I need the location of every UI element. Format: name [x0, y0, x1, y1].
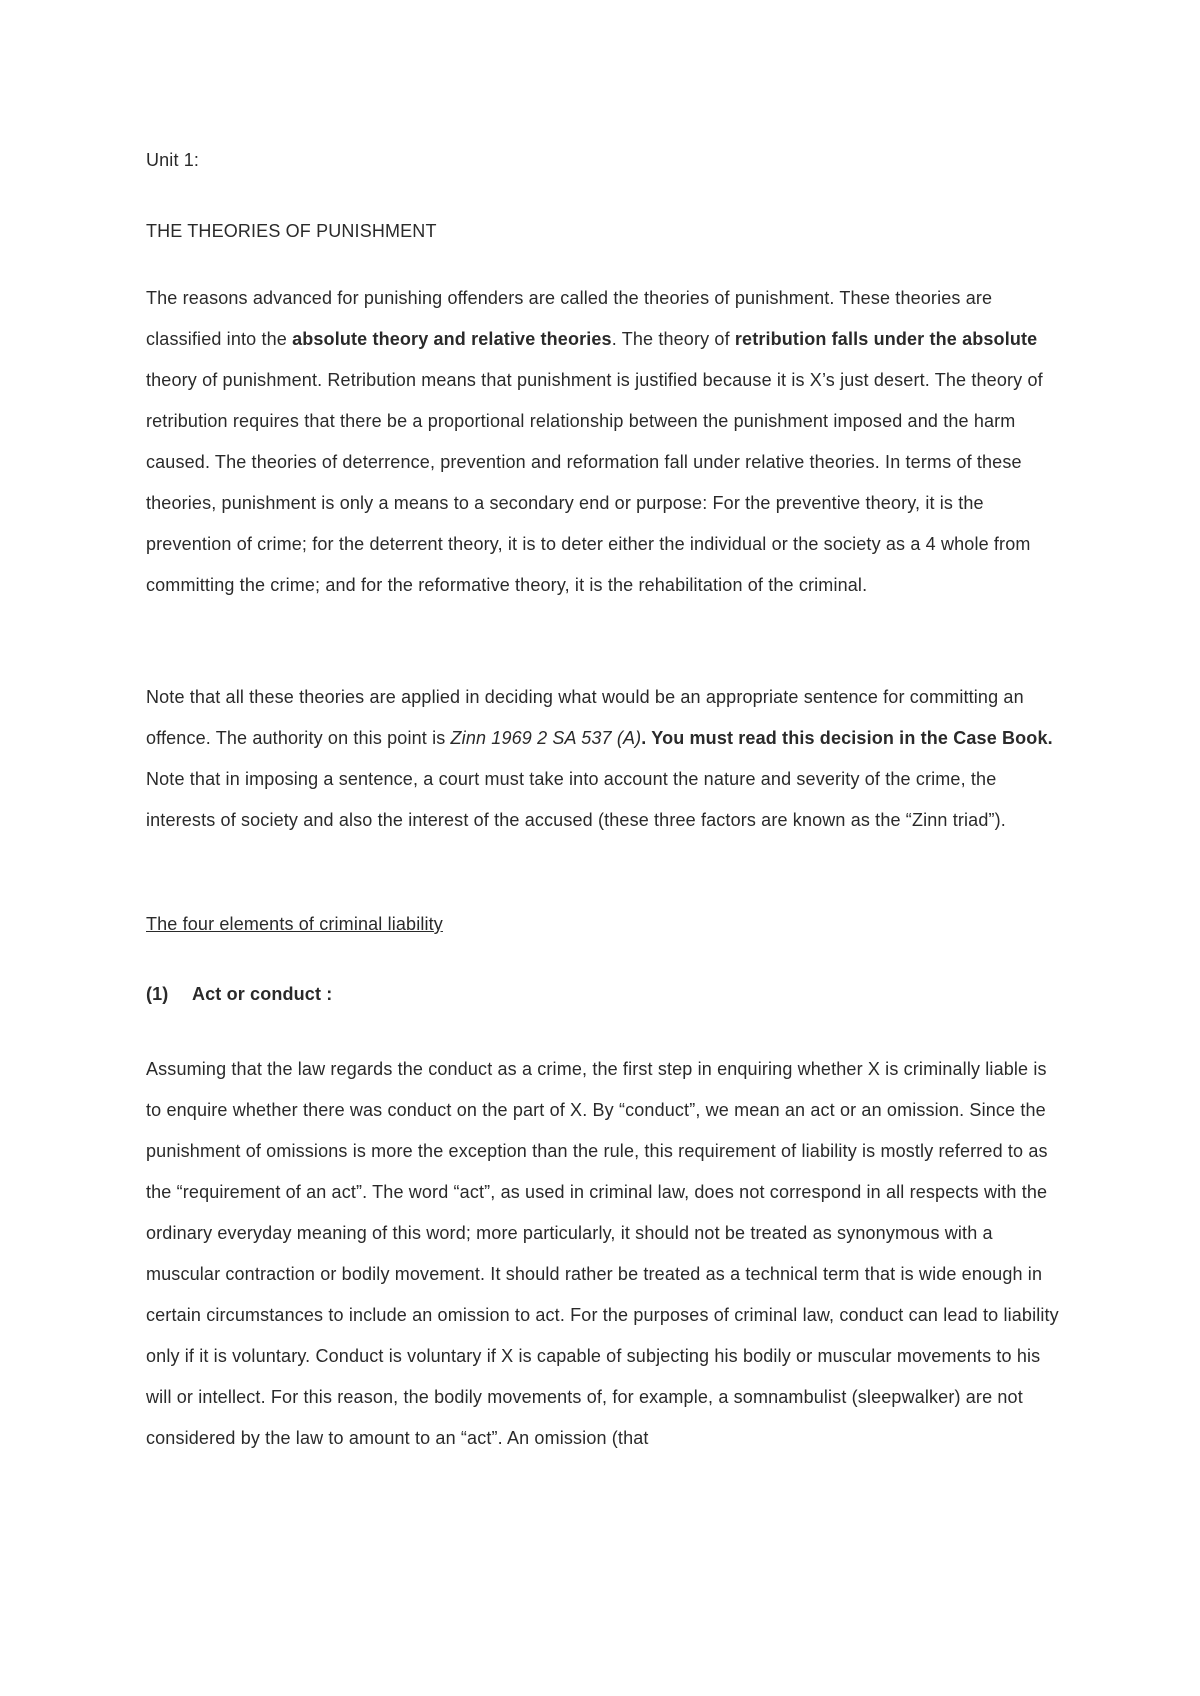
subheading	[146, 982, 1066, 1006]
p2-bold-1: . You must read this decision in the Case Book.	[641, 728, 1053, 748]
section-heading: The four elements of criminal liability	[146, 914, 443, 934]
subheading-number: (1)	[146, 984, 169, 1004]
paragraph-zinn	[146, 677, 1066, 841]
paragraph-act-or-conduct: Assuming that the law regards the conduct as a crime, the first step in enquiring whether X is criminally liable is to enquire whether there was conduct on the part of X. By “conduct”, we mean an act or an omission. Since the punishment of omissions is more the exception than the rule, this requirement of liability is mostly referred to as the “requirement of an act”. The word “act”, as used in criminal law, does not correspond in all respects with the ordinary everyday meaning of this word; more particularly, it should not be treated as synonymous with a muscular contraction or bodily movement. It should rather be treated as a technical term that is wide enough in certain circumstances to include an omission to act. For the purposes of criminal law, conduct can lead to liability only if it is voluntary. Conduct is voluntary if X is capable of subjecting his bodily or muscular movements to his will or intellect. For this reason, the bodily movements of, for example, a somnambulist (sleepwalker) are not considered by the law to amount to an “act”. An omission (that	[146, 1059, 1059, 1448]
p2-text-1: Note that all these theories are applied in deciding what would be an appropriate sentence for committing an offence. The authority on this point is	[146, 687, 1024, 748]
p1-bold-2: retribution falls under the absolute	[734, 329, 1038, 349]
p1-text-1: The reasons advanced for punishing offenders are called the theories of punishment. These theories are classified into the	[146, 288, 993, 349]
p2-text-2: Note that in imposing a sentence, a court must take into account the nature and severity of the crime, the interests of society and also the interest of the accused (these three factors are known as the “Zinn triad”).	[146, 769, 1006, 830]
p1-text-2: . The theory of	[611, 329, 735, 349]
document-title: THE THEORIES OF PUNISHMENT	[146, 221, 437, 241]
subheading-label: Act or conduct :	[192, 984, 333, 1004]
case-citation: Zinn 1969 2 SA 537 (A)	[450, 728, 642, 748]
paragraph-theories	[146, 278, 1066, 606]
p1-bold-1: absolute theory and relative theories	[292, 329, 612, 349]
p1-text-3: theory of punishment. Retribution means that punishment is justified because it is X’s just desert. The theory of retribution requires that there be a proportional relationship between the punishment imposed and the harm caused. The theories of deterrence, prevention and reformation fall under relative theories. In terms of these theories, punishment is only a means to a secondary end or purpose: For the preventive theory, it is the prevention of crime; for the deterrent theory, it is to deter either the individual or the society as a 4 whole from committing the crime; and for the reformative theory, it is the rehabilitation of the criminal.	[146, 370, 1043, 595]
unit-label: Unit 1:	[146, 150, 200, 170]
